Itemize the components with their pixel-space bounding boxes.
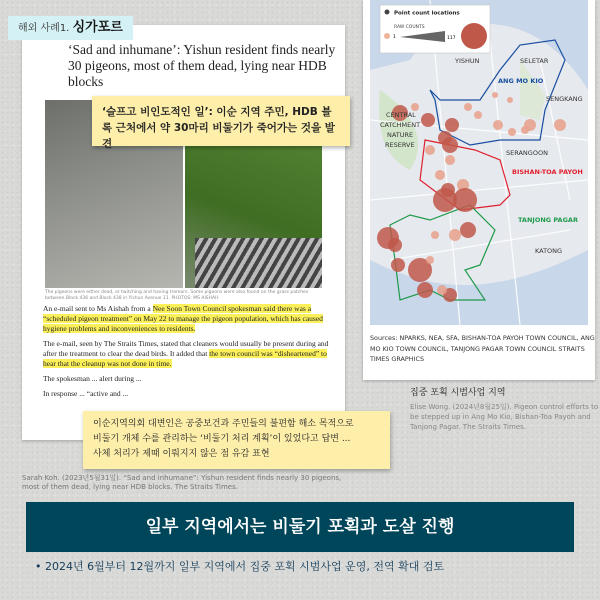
highlight: the town council was “disheartened” to hear that the cleanup was not done in time. xyxy=(43,349,327,368)
highlight: Nee Soon Town Council spokesman said there was a “scheduled pigeon treatment” on May 22 to manage the pigeon population, which has caused hygiene problems and inconveniences to residents. xyxy=(43,304,323,333)
svg-text:BISHAN-TOA PAYOH: BISHAN-TOA PAYOH xyxy=(512,168,583,176)
bullet-point: • 2024년 6월부터 12월까지 일부 지역에서 집중 포획 시범사업 운영, 전역 확대 검토 xyxy=(35,560,445,573)
citation-left: Sarah Koh. (2023년5월31일). “Sad and inhumane”: Yishun resident finds nearly 30 pigeons, most of them dead, lying near HDB blocks. The Straits Times. xyxy=(22,474,342,491)
count-bubble xyxy=(449,229,461,241)
count-bubble xyxy=(507,97,513,103)
svg-text:CENTRAL: CENTRAL xyxy=(386,111,416,119)
count-bubble xyxy=(431,231,439,239)
photo-caption: The pigeons were either dead, or twitching and having tremors. Some pigeons were also found on the grass patches between Block 436 and Block 438 in Yishun Avenue 11. PHOTOS: MS AISHAH xyxy=(45,290,309,301)
pigeon-map xyxy=(370,0,588,325)
svg-text:TANJONG PAGAR: TANJONG PAGAR xyxy=(518,216,578,224)
count-bubble xyxy=(421,113,435,127)
translation-note-body: 이순지역의회 대변인은 공중보건과 주민들의 불편함 해소 목적으로 비둘기 개체 수를 관리하는 ‘비둘기 처리 계획’이 있었다고 답변 ... 사체 처리가 제때 이뤄지지 않은 점 유감 표현 xyxy=(83,411,390,469)
count-bubble xyxy=(493,120,503,130)
count-bubble xyxy=(411,103,419,111)
translation-note-headline: ‘슬프고 비인도적인 일’: 이순 지역 주민, HDB 블록 근처에서 약 30마리 비둘기가 죽어가는 것을 발견 xyxy=(92,96,350,146)
svg-text:RESERVE: RESERVE xyxy=(385,141,415,149)
svg-text:SENGKANG: SENGKANG xyxy=(546,95,583,103)
svg-text:SELETAR: SELETAR xyxy=(520,57,549,65)
count-bubble xyxy=(445,155,455,165)
count-bubble xyxy=(554,119,566,131)
count-bubble xyxy=(425,145,435,155)
article-headline: ‘Sad and inhumane’: Yishun resident finds nearly 30 pigeons, most of them dead, lying near HDB blocks xyxy=(68,42,336,89)
svg-text:NATURE: NATURE xyxy=(387,131,414,139)
legend-title: Point count locations xyxy=(394,10,460,17)
count-bubble xyxy=(388,238,402,252)
count-bubble xyxy=(460,222,476,238)
count-bubble xyxy=(492,92,498,98)
count-bubble xyxy=(437,285,447,295)
svg-text:RAW COUNTS: RAW COUNTS xyxy=(394,25,425,30)
count-bubble xyxy=(524,119,536,131)
svg-text:CATCHMENT: CATCHMENT xyxy=(380,121,421,129)
count-bubble xyxy=(433,188,457,212)
map-caption: 집중 포획 시범사업 지역 Elise Wong. (2024년8월25일). Pigeon control efforts to be stepped up in Ang Mo Kio, Bishan-Toa Payoh and Tanjong Pagar. The Straits Times. xyxy=(410,388,599,431)
svg-text:KATONG: KATONG xyxy=(535,247,563,255)
count-bubble xyxy=(435,170,445,180)
count-bubble xyxy=(426,256,434,264)
count-bubble xyxy=(417,282,433,298)
count-bubble xyxy=(442,137,458,153)
map-card xyxy=(363,0,595,380)
svg-text:117: 117 xyxy=(447,36,456,41)
article-body: An e-mail sent to Ms Aishah from a Nee Soon Town Council spokesman said there was a “scheduled pigeon treatment” on May 22 to manage the pigeon population, which has caused hygiene problems and inconveniences to residents. The e-mail, seen by The Straits Times, stated that cleaners would usually be present during and after the treatment to clear the dead birds. It added that the town council was “disheartened” to hear that the cleanup was not done in time. The spokesman ... alert during ... In response ... “active and ... xyxy=(43,304,329,398)
section-banner: 일부 지역에서는 비둘기 포획과 도살 진행 xyxy=(26,502,574,552)
count-bubble xyxy=(474,111,482,119)
section-label: 해외 사례1. 싱가포르 xyxy=(8,16,133,40)
map-sources: Sources: NPARKS, NEA, SFA, BISHAN-TOA PAYOH TOWN COUNCIL, ANG MO KIO TOWN COUNCIL, TANJONG PAGAR TOWN COUNCIL STRAITS TIMES GRAPHICS xyxy=(370,334,595,363)
svg-text:ANG MO KIO: ANG MO KIO xyxy=(498,77,544,85)
count-bubble xyxy=(391,258,405,272)
svg-text:1: 1 xyxy=(393,35,396,40)
count-bubble xyxy=(508,128,516,136)
svg-text:SERANGOON: SERANGOON xyxy=(506,149,548,157)
count-bubble xyxy=(464,103,472,111)
svg-text:YISHUN: YISHUN xyxy=(455,57,480,65)
count-bubble xyxy=(445,118,459,132)
